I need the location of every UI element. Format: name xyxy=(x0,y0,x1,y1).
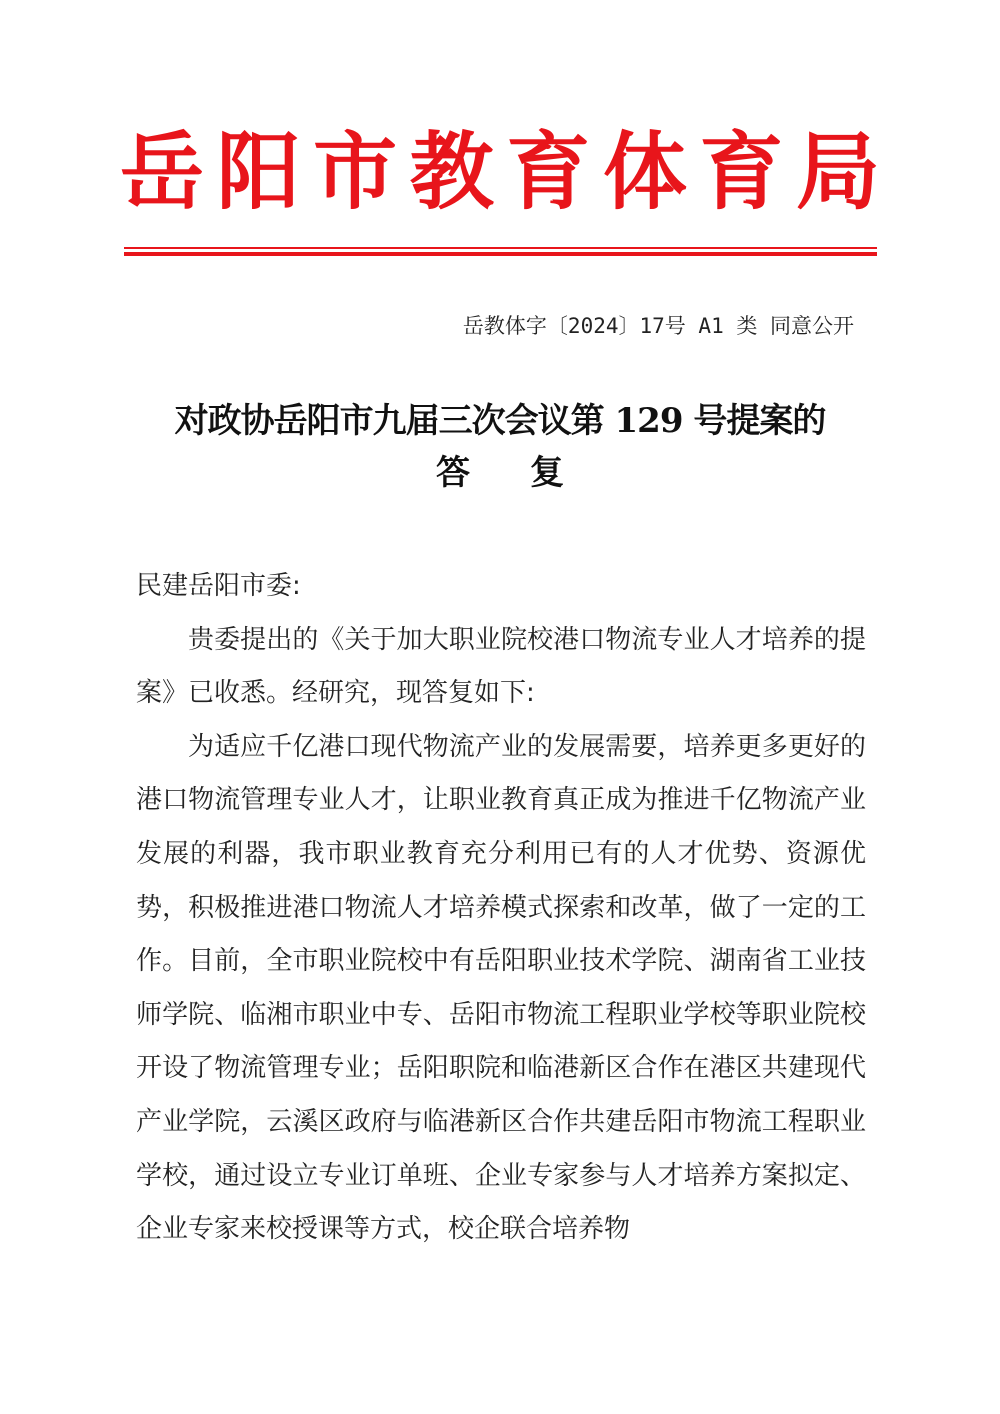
letterhead-char: 市 xyxy=(313,122,398,221)
letterhead-char: 育 xyxy=(506,122,591,221)
salutation: 民建岳阳市委: xyxy=(136,571,301,601)
letterhead-char: 局 xyxy=(795,122,880,221)
letterhead-char: 育 xyxy=(699,122,784,221)
letterhead-rule-thick xyxy=(124,252,877,256)
letterhead-char: 阳 xyxy=(216,122,301,221)
document-title-reply: 答复 xyxy=(436,453,624,493)
body-paragraph: 贵委提出的《关于加大职业院校港口物流专业人才培养的提案》已收悉。经研究，现答复如下: xyxy=(136,624,866,709)
document-number: 岳教体字〔2024〕17号 A1 类 同意公开 xyxy=(462,314,854,338)
letterhead-char: 教 xyxy=(409,122,494,221)
document-body xyxy=(136,560,866,1257)
letterhead-rule-thin xyxy=(124,247,877,249)
letterhead-char: 体 xyxy=(602,122,687,221)
letterhead-title xyxy=(120,122,880,222)
document-title: 对政协岳阳市九届三次会议第 129 号提案的 xyxy=(174,401,826,441)
body-paragraph: 为适应千亿港口现代物流产业的发展需要，培养更多更好的港口物流管理专业人才，让职业教育真正成为推进千亿物流产业发展的利器，我市职业教育充分利用已有的人才优势、资源优势，积极推进港口物流人才培养模式探索和改革，做了一定的工作。目前，全市职业院校中有岳阳职业技术学院、湖南省工业技师学院、临湘市职业中专、岳阳市物流工程职业学校等职业院校开设了物流管理专业；岳阳职院和临港新区合作在港区共建现代产业学院，云溪区政府与临港新区合作共建岳阳市物流工程职业学校，通过设立专业订单班、企业专家参与人才培养方案拟定、企业专家来校授课等方式，校企联合培养物 xyxy=(136,731,866,1245)
letterhead-char: 岳 xyxy=(120,122,205,221)
